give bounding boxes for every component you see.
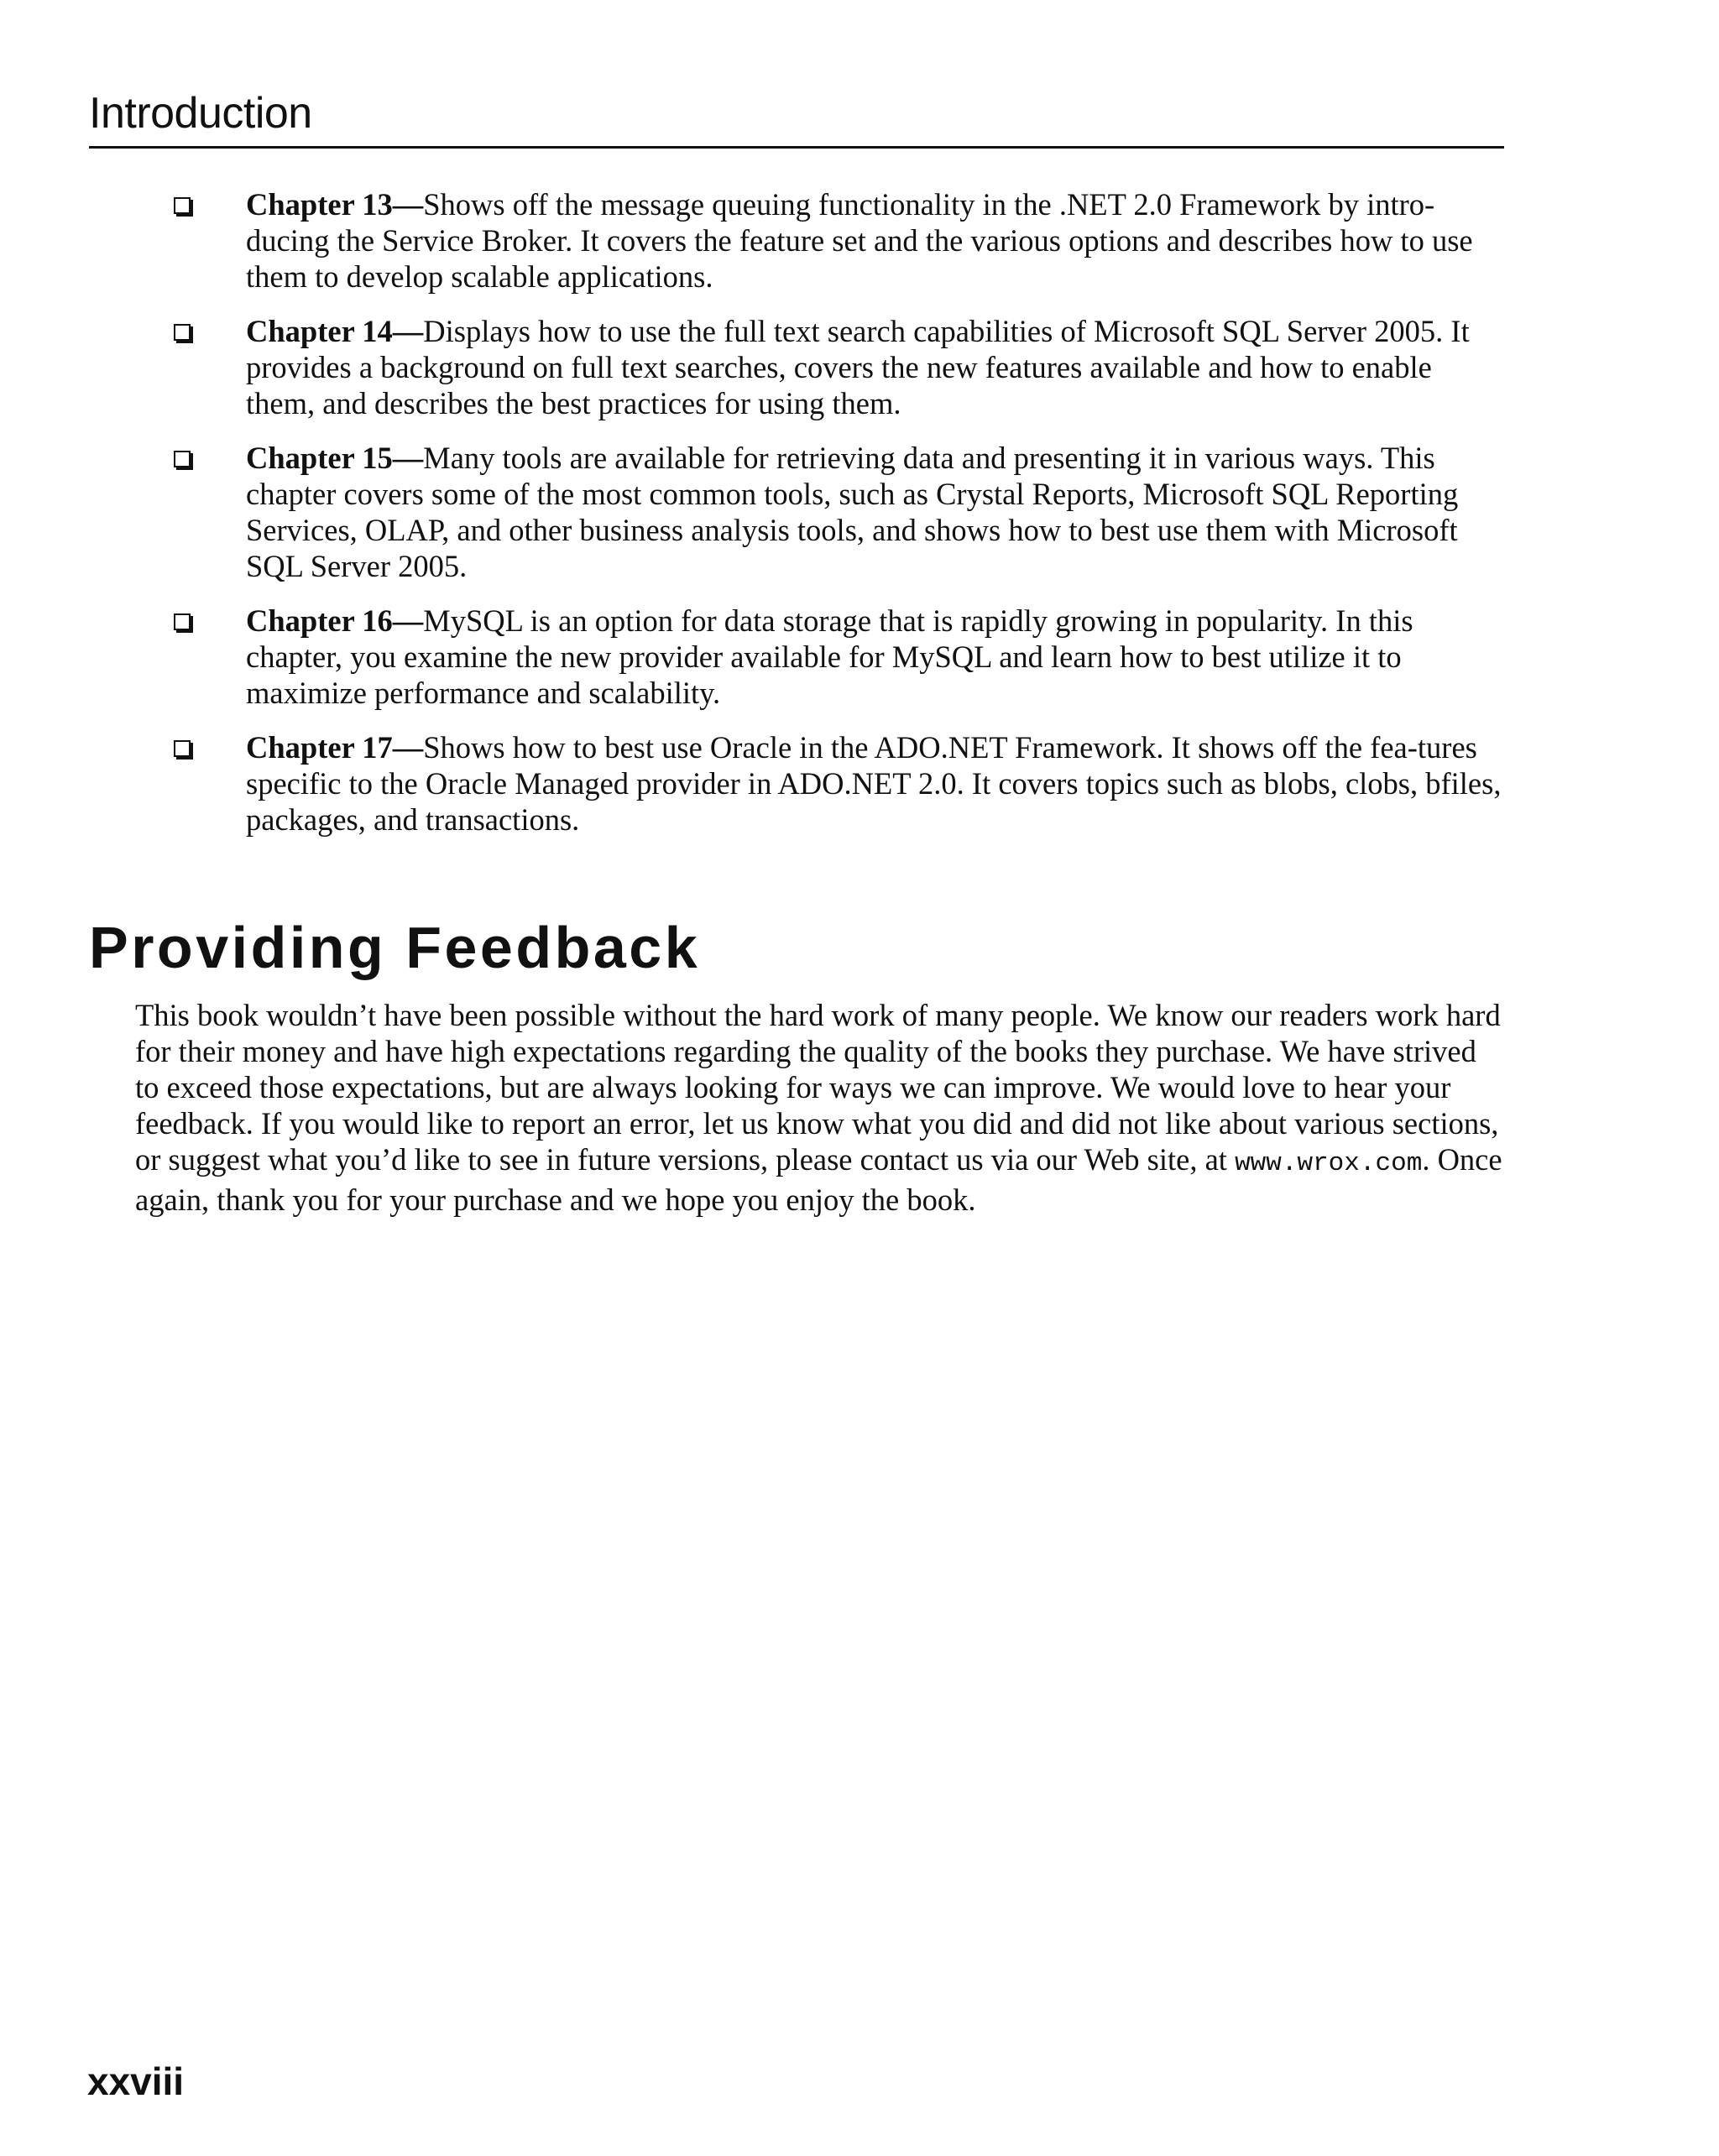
feedback-text-end: . Once again, thank you for your purchase and we hope you enjoy the book. xyxy=(135,1142,1502,1217)
checkbox-bullet-icon xyxy=(174,324,191,341)
chapter-description: Displays how to use the full text search capabilities of Microsoft SQL Server 2005. It provides a background on full text searches, covers the new features available and how to enable them, and describes the best practices for using them. xyxy=(246,314,1470,420)
list-item xyxy=(89,603,1507,711)
chapter-label: Chapter 16— xyxy=(246,603,424,638)
running-header-title: Introduction xyxy=(89,89,312,138)
list-item xyxy=(89,186,1507,295)
checkbox-bullet-icon xyxy=(174,197,191,214)
chapter-list xyxy=(89,186,1507,856)
section-heading: Providing Feedback xyxy=(89,915,701,980)
list-item xyxy=(89,313,1507,421)
chapter-description: Shows how to best use Oracle in the ADO.NET Framework. It shows off the fea-tures specific to the Oracle Managed provider in ADO.NET 2.0. It covers topics such as blobs, clobs, bfiles, packages, and transactions. xyxy=(246,730,1502,837)
checkbox-bullet-icon xyxy=(174,740,191,757)
chapter-label: Chapter 14— xyxy=(246,314,424,348)
chapter-description: Shows off the message queuing functionality in the .NET 2.0 Framework by intro-ducing the Service Broker. It covers the feature set and the various options and describes how to use them to develop scalable applications. xyxy=(246,187,1473,294)
web-link[interactable]: www.wrox.com xyxy=(1235,1149,1423,1178)
running-header xyxy=(89,87,1504,149)
checkbox-bullet-icon xyxy=(174,613,191,630)
chapter-description: Many tools are available for retrieving data and presenting it in various ways. This chapter covers some of the most common tools, such as Crystal Reports, Microsoft SQL Reporting Services, OLAP, and other business analysis tools, and shows how to best use them with Microsoft SQL Server 2005. xyxy=(246,441,1459,583)
feedback-paragraph xyxy=(135,997,1507,1218)
list-item xyxy=(89,440,1507,584)
chapter-label: Chapter 13— xyxy=(246,187,424,222)
checkbox-bullet-icon xyxy=(174,451,191,467)
list-item xyxy=(89,729,1507,838)
feedback-text: This book wouldn’t have been possible without the hard work of many people. We know our readers work hard for their money and have high expectations regarding the quality of the books they purchase. We have strived to exceed those expectations, but are always looking for ways we can improve. We would love to hear your feedback. If you would like to report an error, let us know what you did and did not like about various sections, or suggest what you’d like to see in future versions, please contact us via our Web site, at xyxy=(135,998,1501,1177)
chapter-label: Chapter 15— xyxy=(246,441,424,475)
page-number: xxviii xyxy=(87,2059,185,2103)
chapter-description: MySQL is an option for data storage that is rapidly growing in popularity. In this chapter, you examine the new provider available for MySQL and learn how to best utilize it to maximize performance and scalability. xyxy=(246,603,1413,710)
chapter-label: Chapter 17— xyxy=(246,730,424,765)
